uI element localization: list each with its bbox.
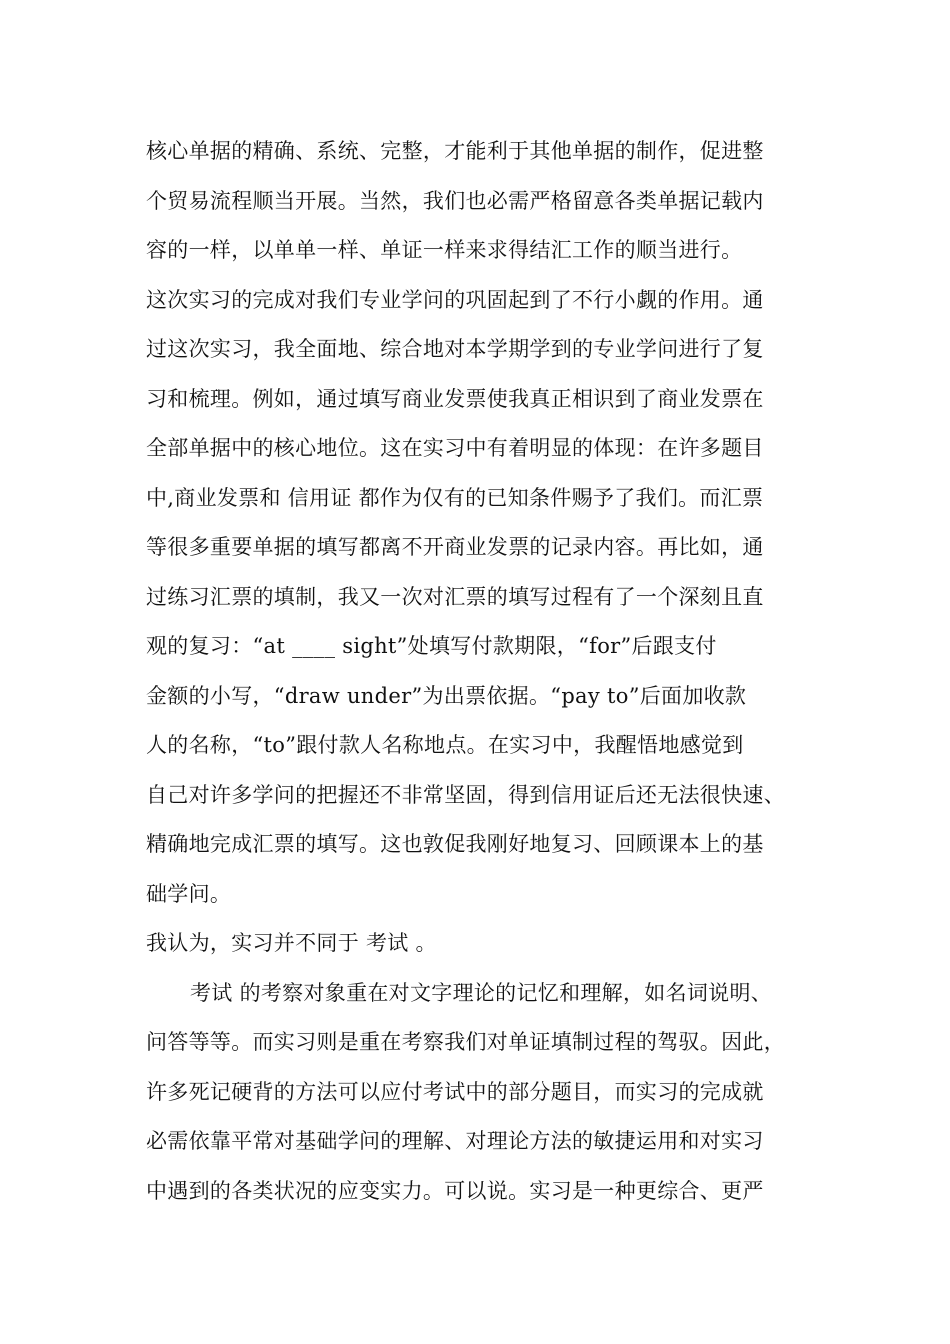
text-line: 问答等等。而实习则是重在考察我们对单证填制过程的驾驭。因此，: [146, 1030, 785, 1054]
text-line: 核心单据的精确、系统、完整，才能利于其他单据的制作，促进整: [146, 139, 764, 163]
text-line: 精确地完成汇票的填写。这也敦促我刚好地复习、回顾课本上的基: [146, 832, 764, 856]
text-line: 自己对许多学问的把握还不非常坚固，得到信用证后还无法很快速、: [146, 782, 785, 807]
text-line: 个贸易流程顺当开展。当然，我们也必需严格留意各类单据记载内: [146, 188, 764, 213]
text-line: 金额的小写，“draw under”为出票依据。“pay to”后面加收款: [146, 683, 747, 708]
text-line: 人的名称，“to”跟付款人名称地点。在实习中，我醒悟地感觉到: [146, 733, 744, 757]
text-line: 过这次实习，我全面地、综合地对本学期学到的专业学问进行了复: [146, 337, 764, 361]
text-line: 习和梳理。例如，通过填写商业发票使我真正相识到了商业发票在: [146, 386, 764, 411]
text-line: 等很多重要单据的填写都离不开商业发票的记录内容。再比如，通: [146, 535, 764, 559]
text-line: 中遇到的各类状况的应变实力。可以说。实习是一种更综合、更严: [146, 1178, 764, 1203]
text-line: 过练习汇票的填制，我又一次对汇票的填写过程有了一个深刻且直: [146, 584, 764, 609]
text-line: 观的复习：“at ____ sight”处填写付款期限，“for”后跟支付: [146, 634, 717, 658]
text-line: 我认为，实习并不同于 考试 。: [146, 931, 437, 955]
text-line: 容的一样，以单单一样、单证一样来求得结汇工作的顺当进行。: [146, 238, 743, 262]
body-text: [146, 127, 826, 1216]
text-line: 必需依靠平常对基础学问的理解、对理论方法的敏捷运用和对实习: [146, 1129, 764, 1153]
text-line: 许多死记硬背的方法可以应付考试中的部分题目，而实习的完成就: [146, 1079, 764, 1104]
text-line: 全部单据中的核心地位。这在实习中有着明显的体现：在许多题目: [146, 436, 764, 460]
text-line: 考试 的考察对象重在对文字理论的记忆和理解，如名词说明、: [190, 980, 773, 1005]
text-line: 础学问。: [146, 881, 232, 906]
text-line: 这次实习的完成对我们专业学问的巩固起到了不行小觑的作用。通: [146, 287, 764, 312]
text-line: 中,商业发票和 信用证 都作为仅有的已知条件赐予了我们。而汇票: [146, 485, 764, 510]
